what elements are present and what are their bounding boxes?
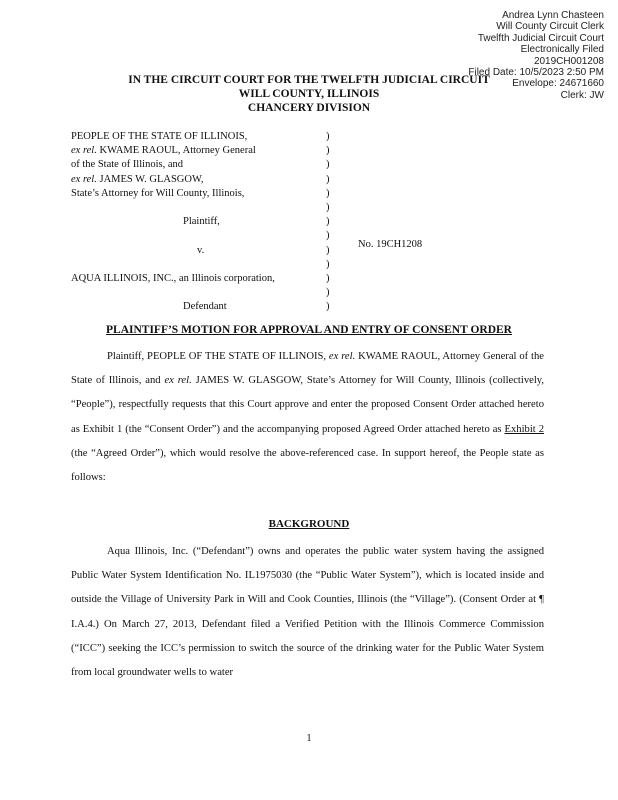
stamp-filed-status: Electronically Filed <box>520 44 604 56</box>
stamp-envelope: Envelope: 24671660 <box>512 78 604 90</box>
intro-paragraph: Plaintiff, PEOPLE OF THE STATE OF ILLINOIS, ex rel. KWAME RAOUL, Attorney General of the State of Illinois, and ex rel. JAMES W. GLASGOW, State’s Attorney for Will County, Illinois (collectively, “People”), respectfully requests that this Court approve and enter the proposed Consent Order attached hereto as Exhibit 1 (the “Consent Order”) and the accompanying proposed Agreed Order attached hereto as Exhibit 2 (the “Agreed Order”), which would resolve the above-referenced case. In support hereof, the People state as follows: <box>71 351 545 484</box>
court-division: CHANCERY DIVISION <box>247 102 371 114</box>
versus: v. <box>197 244 205 256</box>
defendant-name: AQUA ILLINOIS, INC., an Illinois corporation, <box>71 272 275 284</box>
caption-parties <box>71 130 321 314</box>
plaintiff-relator-1: ex rel. KWAME RAOUL, Attorney General <box>71 145 256 157</box>
caption-parentheses: ) ) ) ) ) ) ) ) ) ) ) ) ) <box>326 131 330 313</box>
stamp-clerk-name: Andrea Lynn Chasteen <box>502 10 604 21</box>
plaintiff-relator-2: ex rel. JAMES W. GLASGOW, <box>71 173 204 185</box>
court-name: IN THE CIRCUIT COURT FOR THE TWELFTH JUDICIAL CIRCUIT <box>128 74 490 86</box>
plaintiff-role: Plaintiff, <box>183 216 220 228</box>
exhibit-2-link: Exhibit 2 <box>504 423 544 435</box>
court-county: WILL COUNTY, ILLINOIS <box>238 88 380 100</box>
stamp-clerk-initials: Clerk: JW <box>560 89 604 101</box>
background-heading: BACKGROUND <box>268 518 350 530</box>
stamp-court: Twelfth Judicial Circuit Court <box>477 32 604 44</box>
case-number: No. 19CH1208 <box>358 239 423 250</box>
court-heading <box>0 73 618 115</box>
stamp-case-number: 2019CH001208 <box>533 55 604 67</box>
plaintiff-relator-1-office: of the State of Illinois, and <box>71 159 183 171</box>
plaintiff-relator-2-office: State’s Attorney for Will County, Illinois, <box>71 187 245 199</box>
plaintiff-name: PEOPLE OF THE STATE OF ILLINOIS, <box>71 131 248 142</box>
stamp-clerk-title: Will County Circuit Clerk <box>496 21 604 33</box>
page-number: 1 <box>306 733 312 744</box>
motion-title: PLAINTIFF’S MOTION FOR APPROVAL AND ENTRY OF CONSENT ORDER <box>106 324 512 336</box>
defendant-role: Defendant <box>183 301 227 313</box>
background-paragraph: Aqua Illinois, Inc. (“Defendant”) owns and operates the public water system having the assigned Public Water System Identification No. IL1975030 (the “Public Water System”), which is located inside and outside the Village of University Park in Will and Cook Counties, Illinois (the “Village”). (Consent Order at ¶ I.A.4.) On March 27, 2013, Defendant filed a Verified Petition with the Illinois Commerce Commission (“ICC”) seeking the ICC’s permission to switch the source of the drinking water for the Public Water System from local groundwater wells to water <box>71 546 544 679</box>
stamp-filed-date: Filed Date: 10/5/2023 2:50 PM <box>468 67 604 79</box>
